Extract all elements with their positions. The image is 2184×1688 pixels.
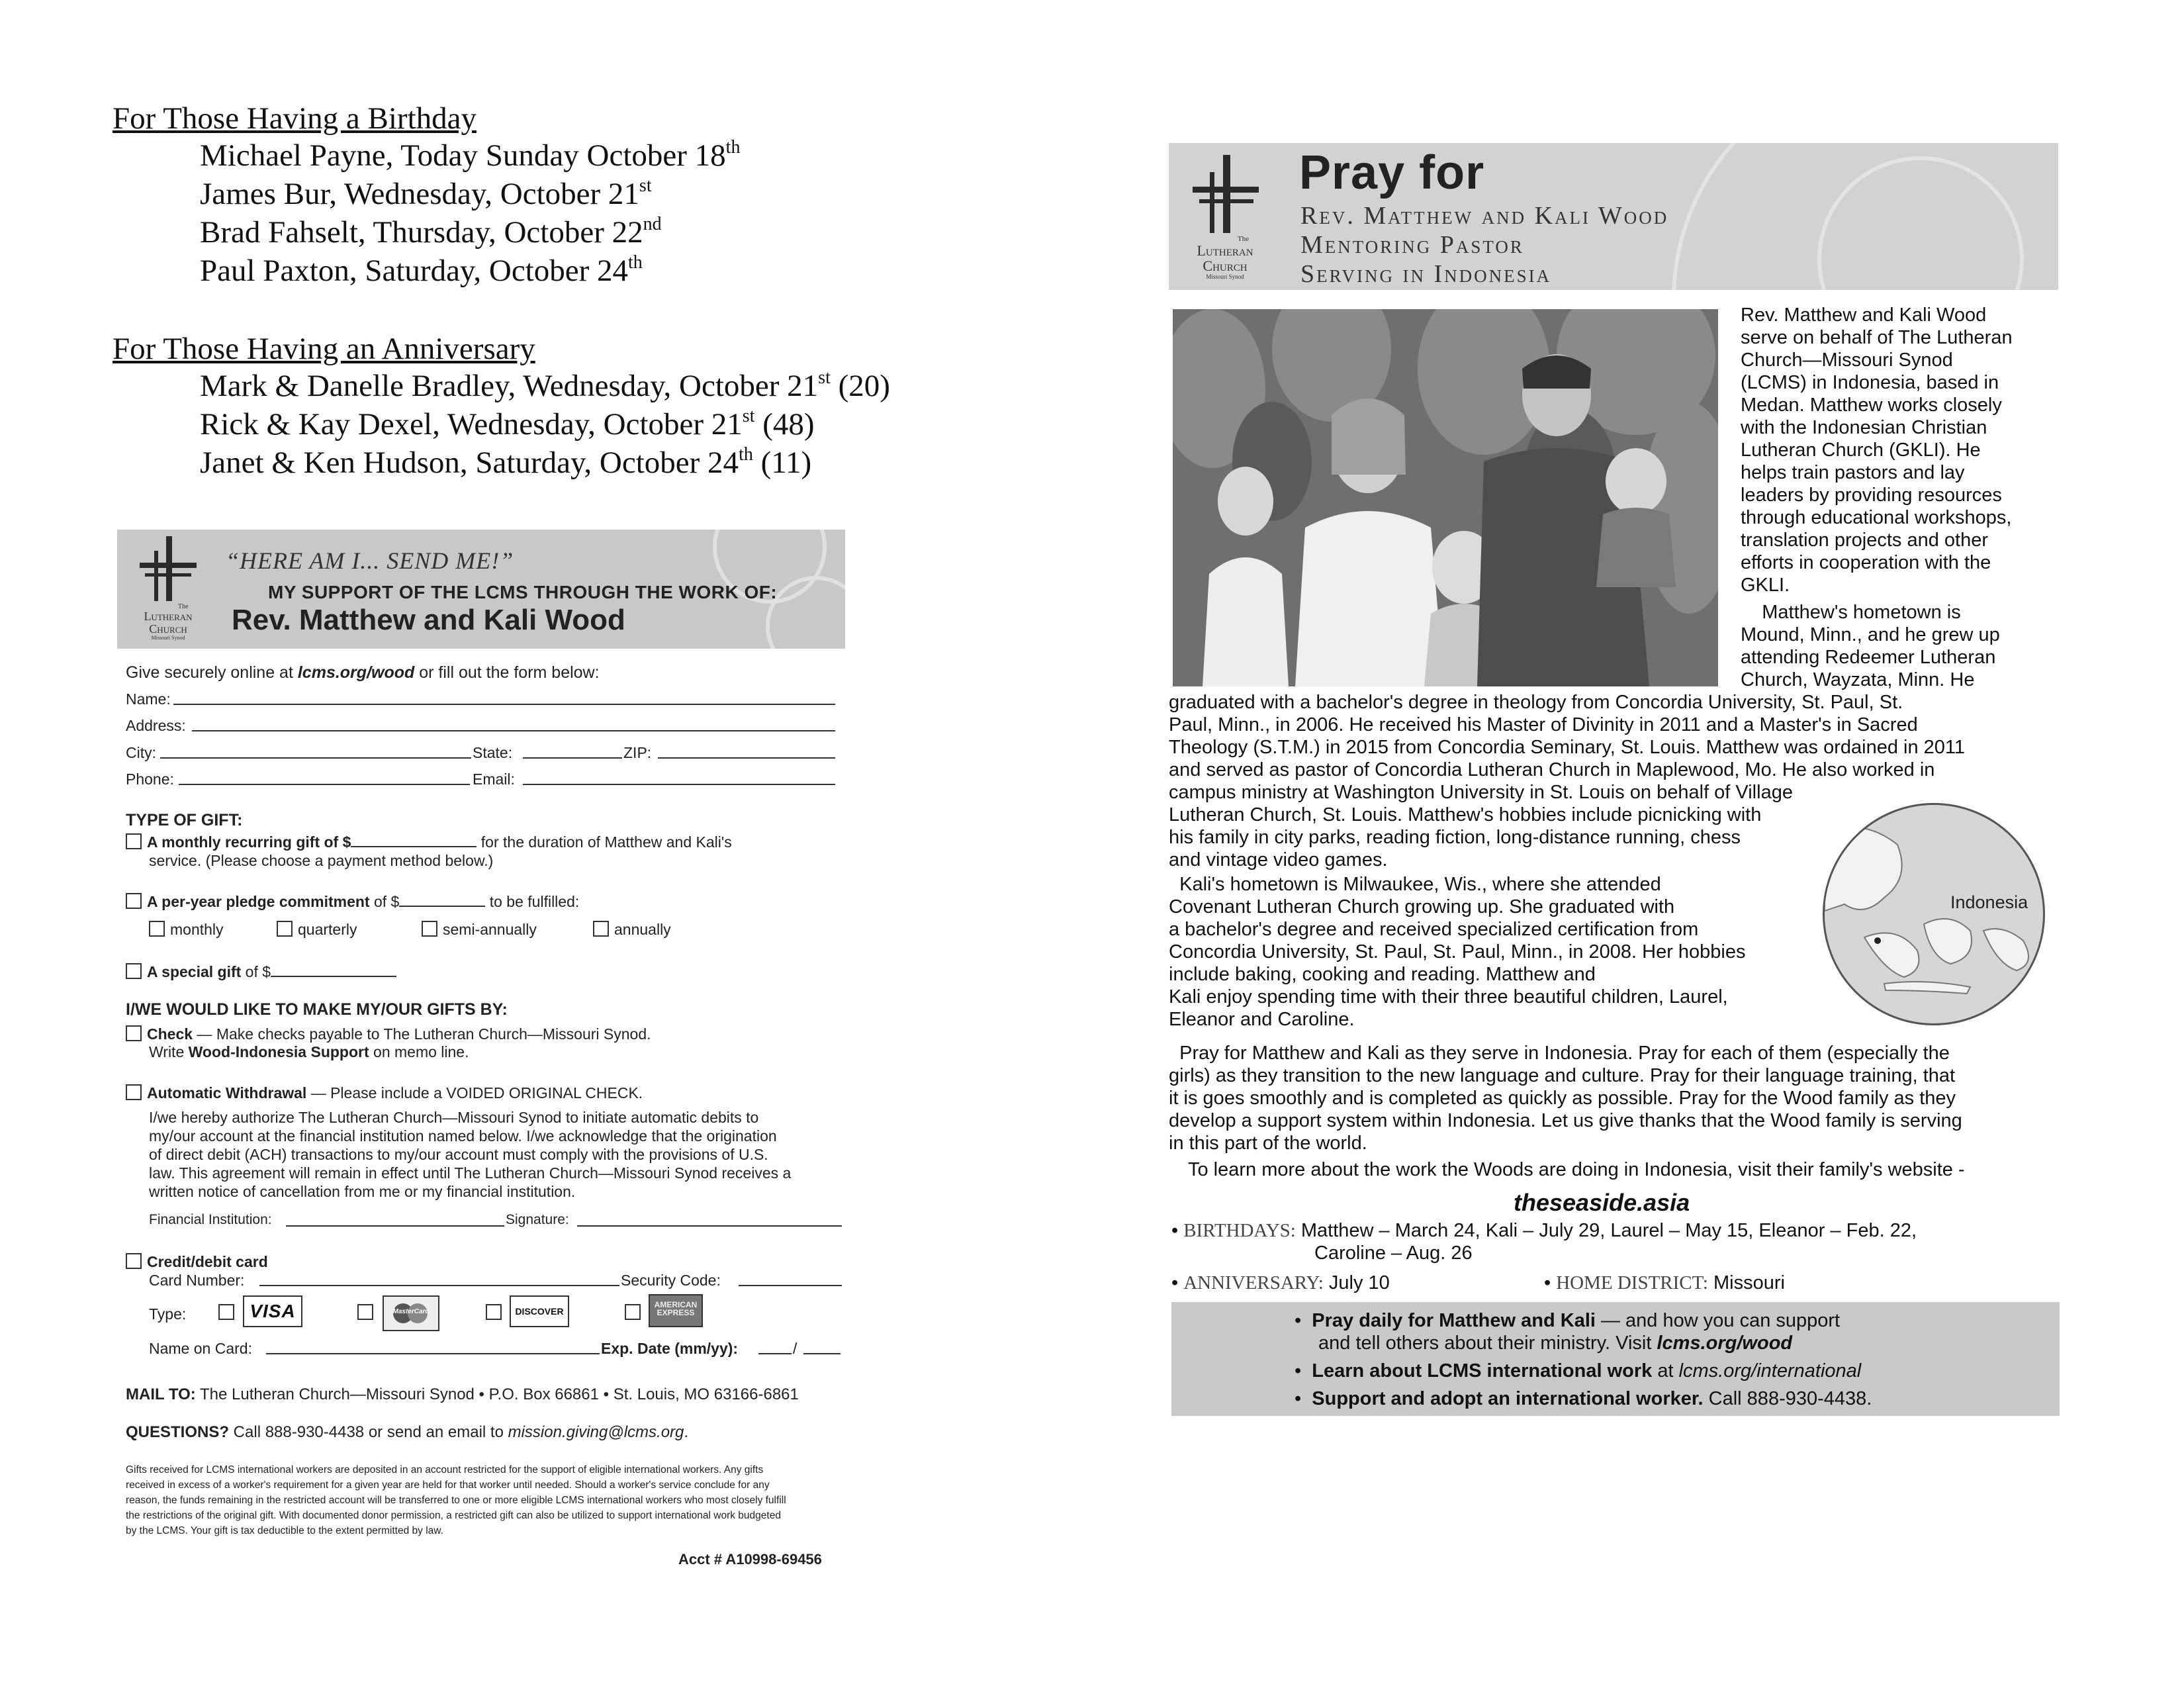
article-line: and served as pastor of Concordia Lutheran Church in Maplewood, Mo. He also worked in <box>1169 759 1935 780</box>
article-line: include baking, cooking and reading. Matthew and <box>1169 964 1596 985</box>
article-line: GKLI. <box>1741 575 1790 596</box>
article-line: Eleanor and Caroline. <box>1169 1009 1355 1030</box>
financial-institution-label: Financial Institution: <box>149 1212 272 1227</box>
freq-semi-annually[interactable]: semi-annually <box>422 921 537 939</box>
lcms-logo: The Lutheran Church Missouri Synod <box>125 536 211 642</box>
security-code-label: Security Code: <box>621 1272 721 1289</box>
birthday-entry: Michael Payne, Today Sunday October 18th <box>200 137 741 173</box>
email-label: Email: <box>473 771 515 788</box>
security-code-field[interactable] <box>739 1285 842 1286</box>
discover-checkbox[interactable] <box>486 1304 502 1320</box>
birthday-entry: James Bur, Wednesday, October 21st <box>200 175 652 211</box>
pray-subtitle: Mentoring Pastor <box>1300 231 1524 259</box>
mastercard-checkbox[interactable] <box>357 1304 373 1320</box>
learn-more: To learn more about the work the Woods are doing in Indonesia, visit their family's website - <box>1188 1159 1965 1180</box>
state-label: State: <box>473 744 513 761</box>
monthly-amount-field[interactable] <box>351 846 477 847</box>
article-line: Rev. Matthew and Kali Wood <box>1741 305 1987 326</box>
article-line: Kali enjoy spending time with their three beautiful children, Laurel, <box>1169 986 1728 1008</box>
auth-text: of direct debit (ACH) transactions to my/our account must comply with the provisions of U.S. <box>149 1146 768 1163</box>
visa-logo: VISA <box>243 1295 302 1327</box>
card-option[interactable]: Credit/debit card <box>126 1253 268 1271</box>
birthday-entry: Paul Paxton, Saturday, October 24th <box>200 252 643 288</box>
article-line: Medan. Matthew works closely <box>1741 395 2002 416</box>
email-field[interactable] <box>523 784 835 785</box>
article-line: and vintage video games. <box>1169 849 1388 870</box>
mail-to: MAIL TO: The Lutheran Church—Missouri Synod • P.O. Box 66861 • St. Louis, MO 63166-6861 <box>126 1385 799 1403</box>
form-intro: Give securely online at lcms.org/wood or fill out the form below: <box>126 663 600 682</box>
card-number-label: Card Number: <box>149 1272 245 1289</box>
prayer-line: it is goes smoothly and is completed as quickly as possible. Pray for the Wood family as they <box>1169 1088 1956 1109</box>
article-line: Paul, Minn., in 2006. He received his Master of Divinity in 2011 and a Master's in Sacred <box>1169 714 1918 735</box>
type-of-gift-heading: TYPE OF GIFT: <box>126 811 243 829</box>
article-line: Mound, Minn., and he grew up <box>1741 624 2000 645</box>
email-link[interactable]: mission.giving@lcms.org <box>508 1423 684 1441</box>
family-photo <box>1173 309 1718 686</box>
mastercard-option[interactable] <box>357 1304 379 1322</box>
article-line: leaders by providing resources <box>1741 485 2002 506</box>
article-line: a bachelor's degree and received specialized certification from <box>1169 919 1699 940</box>
questions: QUESTIONS? Call 888-930-4438 or send an email to mission.giving@lcms.org. <box>126 1423 689 1441</box>
article-line: Lutheran Church (GKLI). He <box>1741 440 1981 461</box>
auto-withdrawal-checkbox[interactable] <box>126 1084 142 1100</box>
discover-option[interactable] <box>486 1304 507 1322</box>
auth-text: my/our account at the financial institution named below. I/we acknowledge that the origination <box>149 1127 777 1145</box>
prayer-line: girls) as they transition to the new language and culture. Pray for their language training, that <box>1169 1065 1956 1086</box>
special-gift-checkbox[interactable] <box>126 963 142 979</box>
article-line: his family in city parks, reading fiction, long-distance running, chess <box>1169 827 1741 848</box>
banner-support-text: MY SUPPORT OF THE LCMS THROUGH THE WORK OF: <box>268 582 778 602</box>
article-line: efforts in cooperation with the <box>1741 552 1991 573</box>
banner-quote: “HERE AM I... SEND ME!” <box>226 547 514 574</box>
check-checkbox[interactable] <box>126 1025 142 1041</box>
fine-print: received in excess of a worker's requirement for a given year are held for that worker until needed. Should a worker's service conclude for any <box>126 1479 770 1491</box>
info-box <box>1171 1302 2060 1416</box>
article-line: translation projects and other <box>1741 530 1988 551</box>
exp-date-label: Exp. Date (mm/yy): <box>601 1340 739 1357</box>
article-line: graduated with a bachelor's degree in theology from Concordia University, St. Paul, St. <box>1169 692 1903 713</box>
auth-text: written notice of cancellation from me or my financial institution. <box>149 1183 576 1200</box>
phone-label: Phone: <box>126 771 174 788</box>
anniversary-heading: For Those Having an Anniversary <box>113 332 535 366</box>
monthly-gift-option[interactable]: A monthly recurring gift of $ for the duration of Matthew and Kali's <box>126 833 732 851</box>
anniversary-line: • ANNIVERSARY: July 10 <box>1171 1272 1390 1293</box>
check-option[interactable]: Check — Make checks payable to The Lutheran Church—Missouri Synod. <box>126 1025 651 1043</box>
pledge-option[interactable]: A per-year pledge commitment of $ to be fulfilled: <box>126 893 579 911</box>
freq-checkbox[interactable] <box>593 921 609 937</box>
home-district-line: • HOME DISTRICT: Missouri <box>1544 1272 1785 1293</box>
article-line: Church—Missouri Synod <box>1741 350 1953 371</box>
info-item: • Support and adopt an international worker. Call 888-930-4438. <box>1295 1388 1872 1409</box>
prayer-line: develop a support system within Indonesia. Let us give thanks that the Wood family is serving <box>1169 1110 1962 1131</box>
special-amount-field[interactable] <box>271 976 396 977</box>
birthdays-line-2: Caroline – Aug. 26 <box>1314 1243 1473 1264</box>
info-item: and tell others about their ministry. Visit lcms.org/wood <box>1318 1333 1793 1354</box>
fine-print: Gifts received for LCMS international workers are deposited in an account restricted for the support of eligible international workers. Any gifts <box>126 1464 764 1476</box>
pledge-amount-field[interactable] <box>399 906 485 907</box>
article-line: (LCMS) in Indonesia, based in <box>1741 372 1999 393</box>
fine-print: the restrictions of the original gift. With documented donor permission, a restricted gift can also be utilized to support international work budgeted <box>126 1510 781 1521</box>
form-banner <box>117 530 845 649</box>
banner-missionary-name: Rev. Matthew and Kali Wood <box>232 604 625 636</box>
article-line: Theology (S.T.M.) in 2015 from Concordia Seminary, St. Louis. Matthew was ordained in 2011 <box>1169 737 1966 758</box>
prayer-line: Pray for Matthew and Kali as they serve in Indonesia. Pray for each of them (especially the <box>1169 1043 1950 1064</box>
city-field[interactable] <box>160 757 471 759</box>
account-number: Acct # A10998-69456 <box>678 1551 822 1568</box>
card-checkbox[interactable] <box>126 1253 142 1269</box>
auto-withdrawal-option[interactable]: Automatic Withdrawal — Please include a VOIDED ORIGINAL CHECK. <box>126 1084 643 1102</box>
name-on-card-label: Name on Card: <box>149 1340 252 1357</box>
auth-text: law. This agreement will remain in effect until The Lutheran Church—Missouri Synod receives a <box>149 1164 792 1182</box>
state-field[interactable] <box>523 757 622 759</box>
family-photo-image <box>1173 309 1718 686</box>
lcms-wood-link[interactable]: lcms.org/wood <box>1657 1333 1793 1354</box>
exp-year-field[interactable] <box>803 1353 841 1354</box>
freq-checkbox[interactable] <box>422 921 437 937</box>
map-label: Indonesia <box>1950 892 2028 912</box>
pledge-checkbox[interactable] <box>126 893 142 909</box>
article-line: helps train pastors and lay <box>1741 462 1965 483</box>
freq-annually[interactable]: annually <box>593 921 671 939</box>
card-number-field[interactable] <box>259 1285 619 1286</box>
birthdays-line: • BIRTHDAYS: Matthew – March 24, Kali – July 29, Laurel – May 15, Eleanor – Feb. 22, <box>1171 1220 1917 1241</box>
special-gift-option[interactable]: A special gift of $ <box>126 963 396 981</box>
article-line: attending Redeemer Lutheran <box>1741 647 1996 668</box>
fine-print: by the LCMS. Your gift is tax deductible to the extent permitted by law. <box>126 1525 443 1536</box>
monthly-gift-checkbox[interactable] <box>126 833 142 849</box>
freq-monthly[interactable]: monthly <box>149 921 224 939</box>
amex-logo: AMERICAN EXPRESS <box>649 1294 703 1327</box>
info-item: • Learn about LCMS international work at lcms.org/international <box>1295 1360 1862 1382</box>
pray-title: Pray for <box>1299 146 1485 199</box>
lcms-logo: The Lutheran Church Missouri Synod <box>1175 155 1275 281</box>
freq-checkbox[interactable] <box>149 921 165 937</box>
birthday-entry: Brad Fahselt, Thursday, October 22nd <box>200 214 662 250</box>
article-line: Concordia University, St. Paul, St. Paul, Minn., in 2008. Her hobbies <box>1169 941 1746 962</box>
phone-field[interactable] <box>179 784 470 785</box>
pray-banner <box>1169 143 2058 290</box>
article-line: serve on behalf of The Lutheran <box>1741 327 2013 348</box>
exp-month-field[interactable] <box>758 1353 792 1354</box>
visa-option[interactable] <box>218 1304 240 1322</box>
signature-field[interactable] <box>577 1225 842 1227</box>
freq-checkbox[interactable] <box>277 921 293 937</box>
article-line: Lutheran Church, St. Louis. Matthew's hobbies include picnicking with <box>1169 804 1762 825</box>
visa-checkbox[interactable] <box>218 1304 234 1320</box>
lcms-international-link[interactable]: lcms.org/international <box>1678 1360 1862 1382</box>
article-line: with the Indonesian Christian <box>1741 417 1987 438</box>
article-line: campus ministry at Washington University in St. Louis on behalf of Village <box>1169 782 1793 803</box>
fine-print: reason, the funds remaining in the restricted account will be transferred to one or more eligible LCMS international workers who most closely fulfill <box>126 1495 786 1506</box>
anniversary-entry: Mark & Danelle Bradley, Wednesday, October 21st (20) <box>200 367 890 403</box>
exp-separator: / <box>793 1340 797 1357</box>
article-line: Church, Wayzata, Minn. He <box>1741 669 1975 690</box>
pray-subtitle: Rev. Matthew and Kali Wood <box>1300 202 1669 230</box>
freq-quarterly[interactable]: quarterly <box>277 921 357 939</box>
online-link[interactable]: lcms.org/wood <box>297 663 415 682</box>
monthly-gift-note: service. (Please choose a payment method below.) <box>149 852 494 869</box>
mastercard-logo: MasterCard <box>383 1295 439 1331</box>
zip-field[interactable] <box>658 757 835 759</box>
amex-checkbox[interactable] <box>625 1304 641 1320</box>
check-memo-note: Write Wood-Indonesia Support on memo line. <box>149 1043 469 1060</box>
family-website-link[interactable]: theseaside.asia <box>1514 1189 1690 1216</box>
zip-label: ZIP: <box>623 744 652 761</box>
signature-label: Signature: <box>506 1212 569 1227</box>
address-field[interactable] <box>192 730 835 731</box>
amex-option[interactable] <box>625 1304 646 1322</box>
article-line: through educational workshops, <box>1741 507 2012 528</box>
name-label: Name: <box>126 690 171 708</box>
auth-text: I/we hereby authorize The Lutheran Church—Missouri Synod to initiate automatic debits to <box>149 1109 759 1126</box>
city-label: City: <box>126 744 156 761</box>
card-type-label: Type: <box>149 1305 187 1323</box>
anniversary-entry: Janet & Ken Hudson, Saturday, October 24th (11) <box>200 444 812 480</box>
name-on-card-field[interactable] <box>266 1353 600 1354</box>
pray-subtitle: Serving in Indonesia <box>1300 260 1552 288</box>
address-label: Address: <box>126 717 186 734</box>
anniversary-entry: Rick & Kay Dexel, Wednesday, October 21st (48) <box>200 406 815 442</box>
article-line: Kali's hometown is Milwaukee, Wis., where she attended <box>1169 874 1661 895</box>
name-field[interactable] <box>173 704 835 705</box>
info-item: • Pray daily for Matthew and Kali — and how you can support <box>1295 1310 1841 1331</box>
financial-institution-field[interactable] <box>286 1225 504 1227</box>
birthday-heading: For Those Having a Birthday <box>113 101 477 136</box>
indonesia-map <box>1823 803 2045 1025</box>
article-line: Matthew's hometown is <box>1741 602 1961 623</box>
map-graphic <box>1825 805 2043 1023</box>
article-line: Covenant Lutheran Church growing up. She graduated with <box>1169 896 1675 917</box>
prayer-line: in this part of the world. <box>1169 1133 1367 1154</box>
discover-logo: DISCOVER <box>510 1295 569 1327</box>
payment-method-heading: I/WE WOULD LIKE TO MAKE MY/OUR GIFTS BY: <box>126 1000 508 1019</box>
